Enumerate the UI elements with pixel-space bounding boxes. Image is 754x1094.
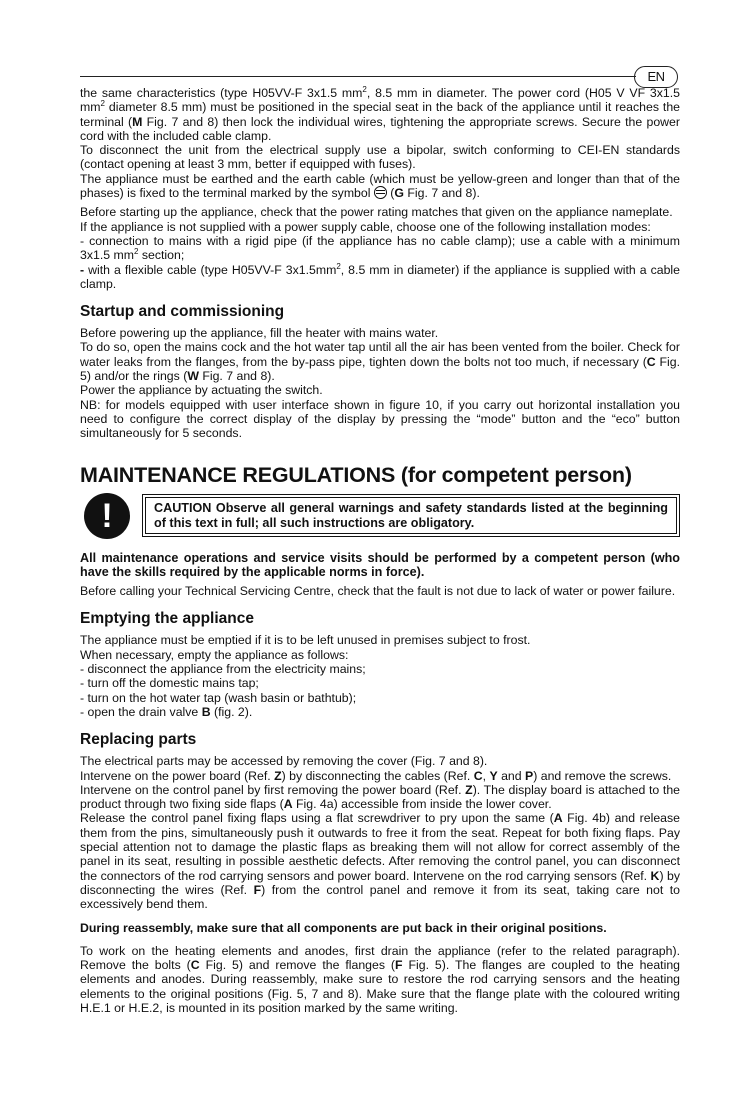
paragraph: [80, 340, 680, 383]
text-run: When necessary, empty the appliance as follows:: [80, 647, 349, 662]
text-run: - turn off the domestic mains tap;: [80, 676, 259, 691]
text-run: Fig. 7 and 8) then lock the individual wires, tightening the appropriate screws. Secure the power cord with the included cable clamp.: [80, 114, 680, 143]
text-run: ) by disconnecting the wires (Ref.: [80, 868, 681, 897]
paragraph: [80, 383, 680, 397]
text-run: (fig. 2).: [210, 704, 253, 719]
text-run: To disconnect the unit from the electrical supply use a bipolar, switch conforming to CEI-EN standards (contact opening at least 3 mm, better if equipped with fuses).: [80, 143, 680, 172]
text-run: - disconnect the appliance from the electricity mains;: [80, 662, 366, 677]
text-run: Intervene on the power board (Ref.: [80, 768, 275, 783]
text-run: CAUTION Observe all general warnings and safety standards listed at the beginning of this text in full; all such instructions are obligatory.: [154, 501, 668, 530]
section-heading: [80, 610, 680, 628]
text-run: ). The display board is attached to the product through two fixing side flaps (: [80, 782, 681, 812]
superscript: 2: [100, 99, 105, 109]
paragraph: [80, 143, 680, 172]
superscript: 2: [134, 247, 139, 257]
paragraph: [80, 754, 680, 768]
text-run: To work on the heating elements and anodes, first drain the appliance (refer to the related paragraph). Remove the bolts (: [80, 943, 680, 973]
text-run: (: [386, 186, 395, 201]
text-run: Startup and commissioning: [80, 303, 285, 321]
text-run: Release the control panel fixing flaps using a flat screwdriver to pry upon the same (: [80, 811, 554, 826]
text-run: Fig. 7 and 8).: [403, 186, 480, 201]
text-run: MAINTENANCE REGULATIONS (for competent person): [80, 462, 632, 487]
paragraph: [80, 263, 680, 292]
bold-reference: Z: [465, 782, 473, 797]
bold-reference: F: [253, 882, 262, 897]
text-run: diameter 8.5 mm) must be positioned in the special seat in the back of the appliance until it reaches the terminal (: [80, 100, 680, 129]
language-badge: EN: [634, 66, 678, 88]
caution-text: [154, 501, 668, 530]
bold-reference: Z: [274, 768, 282, 783]
paragraph: [80, 398, 680, 441]
text-run: Replacing parts: [80, 731, 197, 749]
earth-symbol-icon: [374, 186, 387, 199]
text-run: To do so, open the mains cock and the hot water tap until all the air has been vented from the boiler. Check for water leaks from the flanges, from the by-pass pipe, tighten down the bolts not too much, if necessary (: [80, 340, 680, 369]
text-run: Emptying the appliance: [80, 610, 254, 628]
text-run: the same characteristics (type H05VV-F 3x1.5 mm: [80, 86, 363, 100]
text-run: - connection to mains with a rigid pipe (if the appliance has no cable clamp); use a cable with a minimum 3x1.5 mm: [80, 233, 680, 263]
paragraph: [80, 584, 680, 598]
warning-icon: !: [84, 493, 130, 539]
bold-reference: F: [395, 958, 403, 973]
bold-reference: A: [283, 797, 293, 812]
text-run: Fig. 4b) and release them from the pins, simultaneously push it outwards to free it from the seat. Repeat for both fixing flaps. Pay special attention not to damage the plastic flaps as breaking them will not allow for correct assembly of the panel in its seat, resulting in possible aesthetic defects. After removing the control panel, you can disconnect the connectors of the rod carrying sensors and power board. Intervene on the rod carrying sensors (Ref.: [80, 811, 680, 883]
text-run: Fig. 7 and 8).: [198, 369, 275, 384]
text-run: Before calling your Technical Servicing Centre, check that the fault is not due to lack of water or power failure.: [80, 584, 676, 599]
text-run: Fig. 5). The flanges are coupled to the heating elements and anodes. During reassembly, make sure to restore the rod carrying sensors and the heating elements to the original positions (Fig. 5, 7 and 8). Make sure that the flange plate with the coloured writing H.E.1 or H.E.2, is mounted in its position marked by the same writing.: [80, 958, 681, 1015]
section-heading: [80, 731, 680, 749]
paragraph: [80, 662, 680, 676]
paragraph: [80, 944, 680, 1015]
text-run: ) by disconnecting the cables (Ref.: [281, 768, 474, 783]
paragraph: [80, 783, 680, 812]
paragraph: [80, 648, 680, 662]
text-run: Intervene on the control panel by first removing the power board (Ref.: [80, 782, 466, 797]
bold-reference: -: [80, 262, 89, 277]
superscript: 2: [362, 84, 367, 94]
section-heading: [80, 463, 680, 487]
paragraph: [80, 921, 680, 935]
text-run: - open the drain valve: [80, 704, 202, 719]
bold-reference: Y: [489, 768, 498, 783]
paragraph: [80, 811, 680, 911]
bold-reference: B: [201, 704, 211, 719]
bold-reference: P: [525, 768, 534, 783]
text-run: During reassembly, make sure that all components are put back in their original positions.: [80, 921, 607, 936]
caution-box: [142, 494, 680, 537]
text-run: - turn on the hot water tap (wash basin or bathtub);: [80, 690, 357, 705]
bold-reference: A: [553, 811, 563, 826]
paragraph: [80, 172, 680, 201]
text-run: Fig. 5) and/or the rings (: [80, 354, 680, 384]
text-run: Before starting up the appliance, check that the power rating matches that given on the appliance nameplate.: [80, 205, 673, 220]
paragraph: [80, 676, 680, 690]
text-run: Power the appliance by actuating the switch.: [80, 383, 323, 398]
text-run: The appliance must be earthed and the earth cable (which must be yellow-green and longer than that of the phases) is fixed to the terminal marked by the symbol: [80, 171, 680, 201]
paragraph: [80, 769, 680, 783]
caution-notice: [80, 493, 680, 539]
text-run: , 8.5 mm in diameter. The power cord (H05 V VF 3x1.5 mm: [80, 86, 680, 115]
text-run: , 8.5 mm in diameter) if the appliance is supplied with a cable clamp.: [80, 262, 680, 291]
bold-reference: C: [190, 958, 200, 973]
text-run: section;: [138, 248, 185, 263]
paragraph: [80, 220, 680, 234]
bold-reference: C: [473, 768, 483, 783]
text-run: and: [497, 768, 526, 783]
superscript: 2: [336, 261, 341, 271]
paragraph: [80, 633, 680, 647]
paragraph: [80, 691, 680, 705]
text-run: NB: for models equipped with user interface shown in figure 10, if you carry out horizontal installation you need to configure the correct display of the display by pressing the “mode” button and the “eco” button simultaneously for 5 seconds.: [80, 397, 680, 441]
bold-reference: G: [394, 186, 404, 201]
paragraph: [80, 551, 680, 580]
paragraph: [80, 326, 680, 340]
text-run: Fig. 4a) accessible from inside the lower cover.: [292, 797, 552, 812]
text-run: ) and remove the screws.: [533, 768, 672, 783]
text-run: All maintenance operations and service visits should be performed by a competent person (who have the skills required by the applicable norms in force).: [80, 550, 680, 579]
header-rule: [80, 76, 636, 77]
text-run: ) from the control panel and remove it from its seat, taking care not to excessively bend them.: [80, 882, 680, 912]
bold-reference: M: [132, 114, 143, 129]
paragraph: [80, 86, 680, 143]
paragraph: [80, 234, 680, 263]
text-run: with a flexible cable (type H05VV-F 3x1.5mm: [88, 262, 337, 277]
paragraph: [80, 205, 680, 219]
text-run: The appliance must be emptied if it is to be left unused in premises subject to frost.: [80, 633, 531, 648]
text-run: Fig. 5) and remove the flanges (: [199, 958, 396, 973]
text-run: Before powering up the appliance, fill the heater with mains water.: [80, 326, 439, 341]
text-run: The electrical parts may be accessed by removing the cover (Fig. 7 and 8).: [80, 754, 488, 769]
text-run: If the appliance is not supplied with a power supply cable, choose one of the following installation modes:: [80, 219, 651, 234]
bold-reference: C: [646, 354, 656, 369]
paragraph: [80, 705, 680, 719]
document-body: [80, 86, 680, 1015]
bold-reference: K: [650, 868, 660, 883]
bold-reference: W: [187, 369, 199, 384]
text-run: ,: [482, 768, 490, 783]
section-heading: [80, 303, 680, 321]
